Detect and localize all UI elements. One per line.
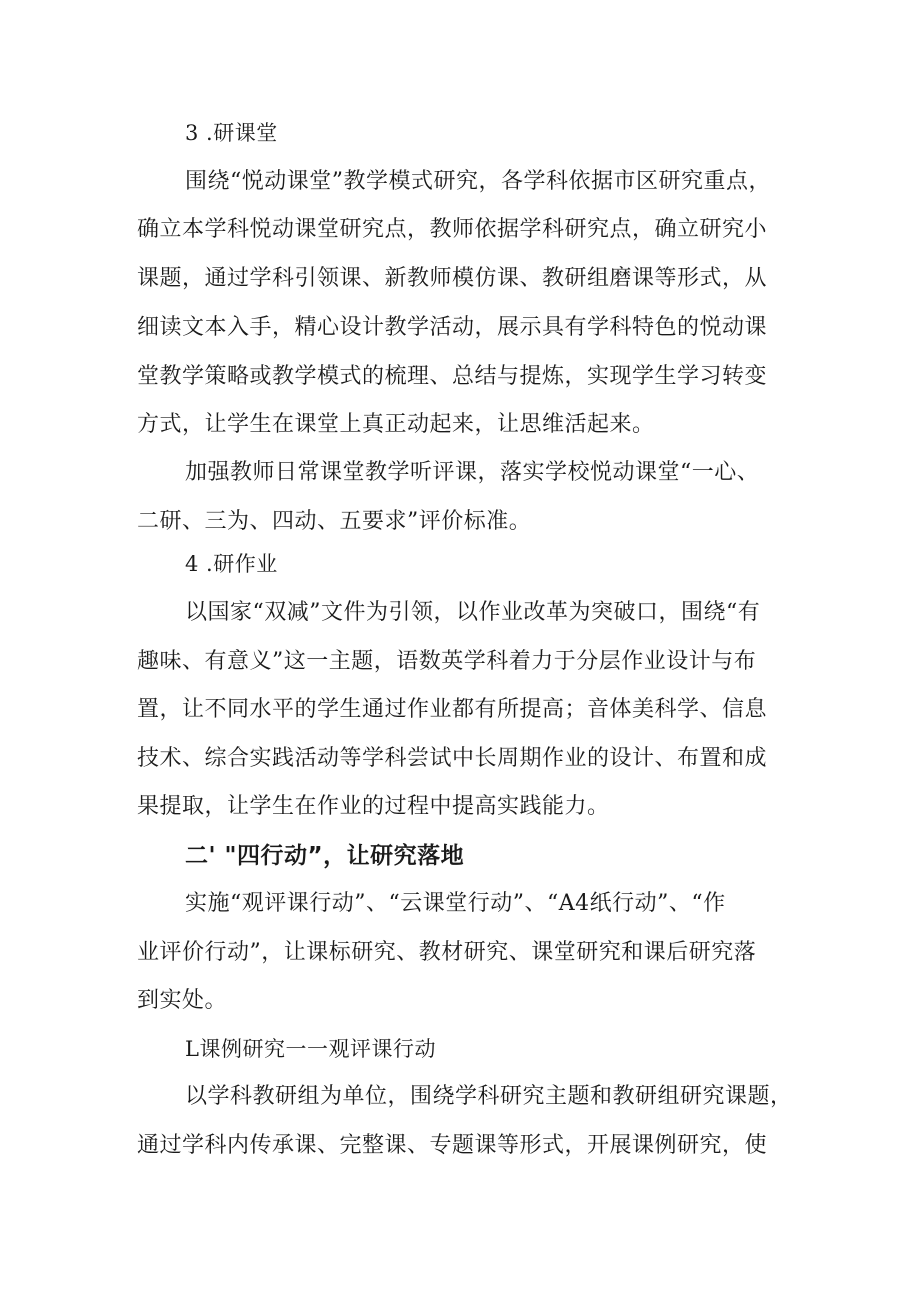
section-heading-1: L课例研究一一观评课行动: [185, 1037, 436, 1061]
paragraph-line: 业评价行动”，让课标研究、教材研究、课堂研究和课后研究落: [137, 940, 757, 965]
paragraph-line: 堂教学策略或教学模式的梳理、总结与提炼，实现学生学习转变: [137, 364, 768, 389]
paragraph-line: 确立本学科悦动课堂研究点，教师依据学科研究点，确立研究小: [137, 217, 768, 242]
paragraph-line: 趣味、有意义”这一主题，语数英学科着力于分层作业设计与布: [137, 649, 757, 674]
paragraph-line: 置，让不同水平的学生通过作业都有所提高；音体美科学、信息: [137, 697, 768, 722]
chapter-heading: 二' "四行动”，让研究落地: [185, 843, 465, 869]
section-heading-4: 4 .研作业: [185, 552, 278, 576]
paragraph-line: 到实处。: [137, 988, 228, 1013]
paragraph-line: 技术、综合实践活动等学科尝试中长周期作业的设计、布置和成: [137, 746, 768, 771]
paragraph-line: 实施“观评课行动”、“云课堂行动”、“A4纸行动”、“作: [185, 891, 726, 916]
paragraph-line: 围绕“悦动课堂”教学模式研究，各学科依据市区研究重点，: [185, 169, 771, 194]
section-heading-3: 3 .研课堂: [185, 121, 278, 145]
paragraph-line: 二研、三为、四动、五要求”评价标准。: [137, 509, 532, 534]
paragraph-line: 以学科教研组为单位，围绕学科研究主题和教研组研究课题，: [185, 1084, 793, 1109]
paragraph-line: 通过学科内传承课、完整课、专题课等形式，开展课例研究，使: [137, 1133, 768, 1158]
paragraph-line: 以国家“双减”文件为引领，以作业改革为突破口，围绕“有: [185, 600, 761, 625]
paragraph-line: 细读文本入手，精心设计教学活动，展示具有学科特色的悦动课: [137, 315, 768, 340]
paragraph-line: 加强教师日常课堂教学听评课，落实学校悦动课堂“一心、: [185, 460, 760, 485]
paragraph-line: 果提取，让学生在作业的过程中提高实践能力。: [137, 794, 610, 819]
paragraph-line: 方式，让学生在课堂上真正动起来，让思维活起来。: [137, 412, 655, 437]
paragraph-line: 课题，通过学科引领课、新教师模仿课、教研组磨课等形式，从: [137, 266, 768, 291]
